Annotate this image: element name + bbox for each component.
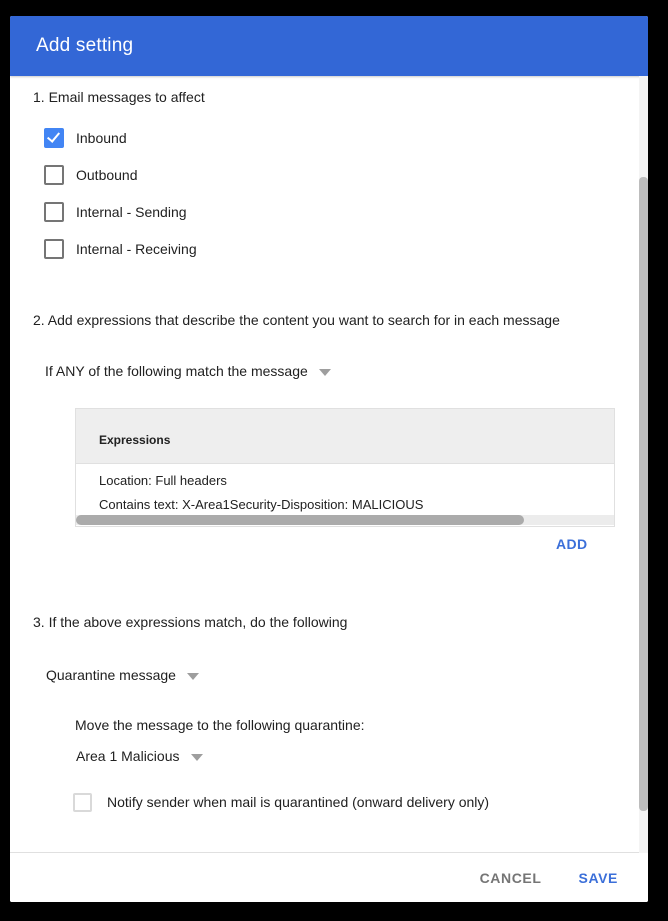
match-type-value: If ANY of the following match the message (45, 363, 308, 379)
dialog-header (10, 16, 648, 76)
quarantine-dropdown[interactable] (76, 748, 203, 764)
action-value: Quarantine message (46, 667, 176, 683)
outbound-checkbox[interactable] (44, 165, 64, 185)
expressions-table-body (76, 464, 614, 517)
checkbox-row-internal-receiving[interactable] (44, 239, 197, 259)
section-2-label: 2. Add expressions that describe the content you want to search for in each message (33, 312, 560, 328)
outbound-label: Outbound (76, 167, 138, 183)
expression-row: Contains text: X-Area1Security-Disposition: MALICIOUS (99, 497, 424, 512)
inbound-label: Inbound (76, 130, 127, 146)
action-dropdown[interactable] (46, 667, 199, 683)
checkbox-row-internal-sending[interactable] (44, 202, 187, 222)
section-3-label: 3. If the above expressions match, do the following (33, 614, 348, 630)
checkbox-row-outbound[interactable] (44, 165, 138, 185)
internal-sending-checkbox[interactable] (44, 202, 64, 222)
notify-sender-checkbox[interactable] (73, 793, 92, 812)
cancel-button[interactable]: CANCEL (478, 866, 544, 890)
horizontal-scrollbar[interactable] (76, 515, 614, 525)
vertical-scrollbar-thumb[interactable] (639, 177, 648, 811)
vertical-scrollbar[interactable] (639, 76, 648, 853)
expressions-table-header: Expressions (76, 409, 614, 464)
match-type-dropdown[interactable] (45, 363, 331, 379)
dialog-title: Add setting (36, 35, 134, 56)
chevron-down-icon (187, 673, 199, 680)
add-setting-dialog (10, 16, 648, 902)
notify-sender-label: Notify sender when mail is quarantined (onward delivery only) (107, 794, 490, 810)
dialog-footer (10, 852, 648, 902)
horizontal-scrollbar-thumb[interactable] (76, 515, 524, 525)
quarantine-value: Area 1 Malicious (76, 748, 180, 764)
save-button[interactable]: SAVE (577, 866, 621, 890)
inbound-checkbox[interactable] (44, 128, 64, 148)
add-expression-button[interactable]: ADD (556, 536, 588, 552)
dialog-content (10, 76, 648, 852)
internal-sending-label: Internal - Sending (76, 204, 187, 220)
move-to-quarantine-label: Move the message to the following quarantine: (75, 717, 365, 733)
section-1-label: 1. Email messages to affect (33, 89, 205, 105)
checkbox-row-notify-sender[interactable] (73, 792, 489, 812)
internal-receiving-label: Internal - Receiving (76, 241, 197, 257)
chevron-down-icon (319, 369, 331, 376)
checkbox-row-inbound[interactable] (44, 128, 127, 148)
expressions-table (75, 408, 615, 527)
expression-row: Location: Full headers (99, 473, 227, 488)
chevron-down-icon (191, 754, 203, 761)
internal-receiving-checkbox[interactable] (44, 239, 64, 259)
